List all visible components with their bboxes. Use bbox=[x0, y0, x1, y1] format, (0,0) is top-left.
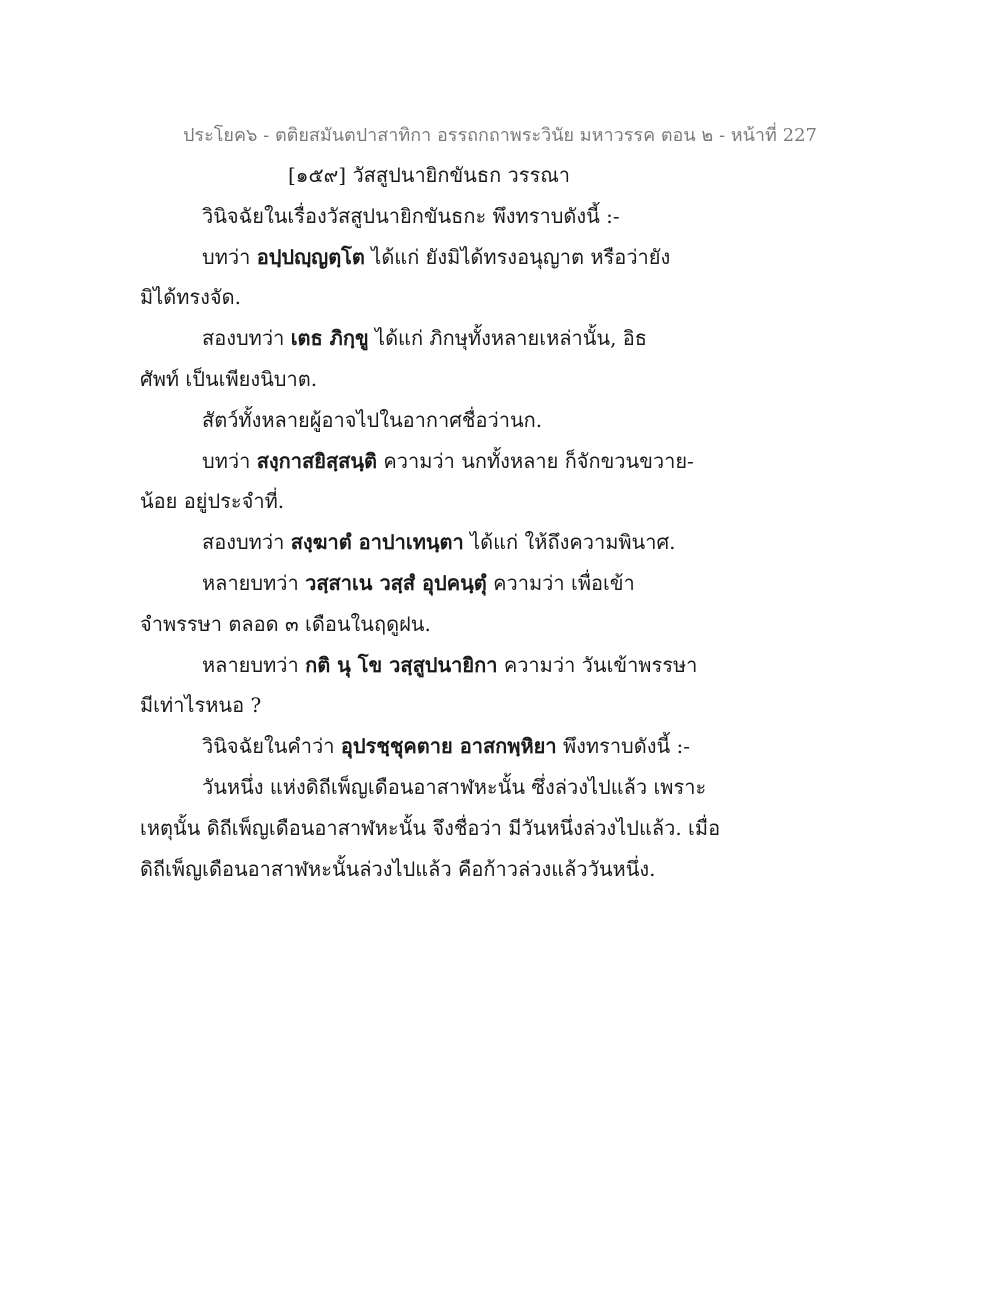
text-segment: ดิถีเพ็ญเดือนอาสาฬหะนั้นล่วงไปแล้ว คือก้าวล่วงแล้ววันหนึ่ง. bbox=[140, 856, 656, 881]
text-segment: ได้แก่ ภิกษุทั้งหลายเหล่านั้น, อิธ bbox=[368, 326, 648, 351]
page-header: ประโยค๖ - ตติยสมันตปาสาทิกา อรรถกถาพระวินัย มหาวรรค ตอน ๒ - หน้าที่ 227 bbox=[183, 125, 817, 146]
text-line bbox=[140, 808, 860, 849]
section-title: [๑๕๙] วัสสูปนายิกขันธก วรรณา bbox=[288, 163, 571, 187]
pali-term: สงฺฆาตํ อาปาเทนฺตา bbox=[290, 530, 464, 555]
pali-term: วสฺสาเน วสฺสํ อุปคนฺตุํ bbox=[305, 570, 487, 595]
text-segment: ศัพท์ เป็นเพียงนิบาต. bbox=[140, 366, 318, 391]
text-line bbox=[140, 318, 860, 359]
text-segment: มิได้ทรงจัด. bbox=[140, 285, 241, 310]
text-segment: พึงทราบดังนี้ :- bbox=[556, 734, 691, 759]
text-line bbox=[140, 849, 860, 890]
text-segment: เหตุนั้น ดิถีเพ็ญเดือนอาสาฬหะนั้น จึงชื่อว่า มีวันหนึ่งล่วงไปแล้ว. เมื่อ bbox=[140, 815, 721, 840]
pali-term: อุปรชฺชุคตาย อาสกพฺหิยา bbox=[340, 734, 557, 759]
text-segment: หลายบทว่า bbox=[202, 570, 306, 595]
text-line bbox=[140, 522, 860, 563]
text-segment: บทว่า bbox=[202, 244, 257, 269]
text-segment: บทว่า bbox=[202, 448, 257, 473]
text-segment: น้อย อยู่ประจำที่. bbox=[140, 489, 285, 514]
pali-term: อปฺปญฺญตฺโต bbox=[256, 244, 365, 269]
text-line bbox=[140, 685, 860, 726]
text-segment: วินิจฉัยในคำว่า bbox=[202, 734, 341, 759]
text-line bbox=[140, 645, 860, 686]
text-segment: วันหนึ่ง แห่งดิถีเพ็ญเดือนอาสาฬหะนั้น ซึ่งล่วงไปแล้ว เพราะ bbox=[202, 774, 707, 799]
pali-term: สงฺกาสยิสฺสนฺติ bbox=[256, 448, 378, 473]
document-body bbox=[140, 155, 860, 889]
pali-term: กติ นุ โข วสฺสูปนายิกา bbox=[305, 652, 498, 677]
text-line bbox=[140, 441, 860, 482]
text-line bbox=[140, 237, 860, 278]
text-segment: ได้แก่ ยังมิได้ทรงอนุญาต หรือว่ายัง bbox=[364, 244, 671, 269]
text-line bbox=[140, 400, 860, 441]
text-line bbox=[140, 196, 860, 237]
text-segment: สัตว์ทั้งหลายผู้อาจไปในอากาศชื่อว่านก. bbox=[202, 407, 543, 432]
text-line bbox=[140, 767, 860, 808]
text-line bbox=[140, 481, 860, 522]
text-segment: ความว่า วันเข้าพรรษา bbox=[497, 652, 698, 677]
text-segment: ความว่า นกทั้งหลาย ก็จักขวนขวาย- bbox=[377, 448, 694, 473]
text-line bbox=[140, 563, 860, 604]
text-segment: ความว่า เพื่อเข้า bbox=[486, 570, 635, 595]
text-line bbox=[140, 277, 860, 318]
text-segment: ได้แก่ ให้ถึงความพินาศ. bbox=[463, 530, 676, 555]
text-line bbox=[140, 359, 860, 400]
pali-term: เตธ ภิกฺขู bbox=[290, 326, 369, 351]
paragraph-lines bbox=[140, 196, 860, 890]
text-segment: จำพรรษา ตลอด ๓ เดือนในฤดูฝน. bbox=[140, 611, 431, 636]
text-segment: วินิจฉัยในเรื่องวัสสูปนายิกขันธกะ พึงทราบดังนี้ :- bbox=[202, 203, 620, 228]
text-segment: สองบทว่า bbox=[202, 530, 291, 555]
text-segment: หลายบทว่า bbox=[202, 652, 306, 677]
text-line bbox=[140, 726, 860, 767]
text-line bbox=[140, 604, 860, 645]
text-segment: มีเท่าไรหนอ ? bbox=[140, 693, 262, 718]
text-segment: สองบทว่า bbox=[202, 326, 291, 351]
